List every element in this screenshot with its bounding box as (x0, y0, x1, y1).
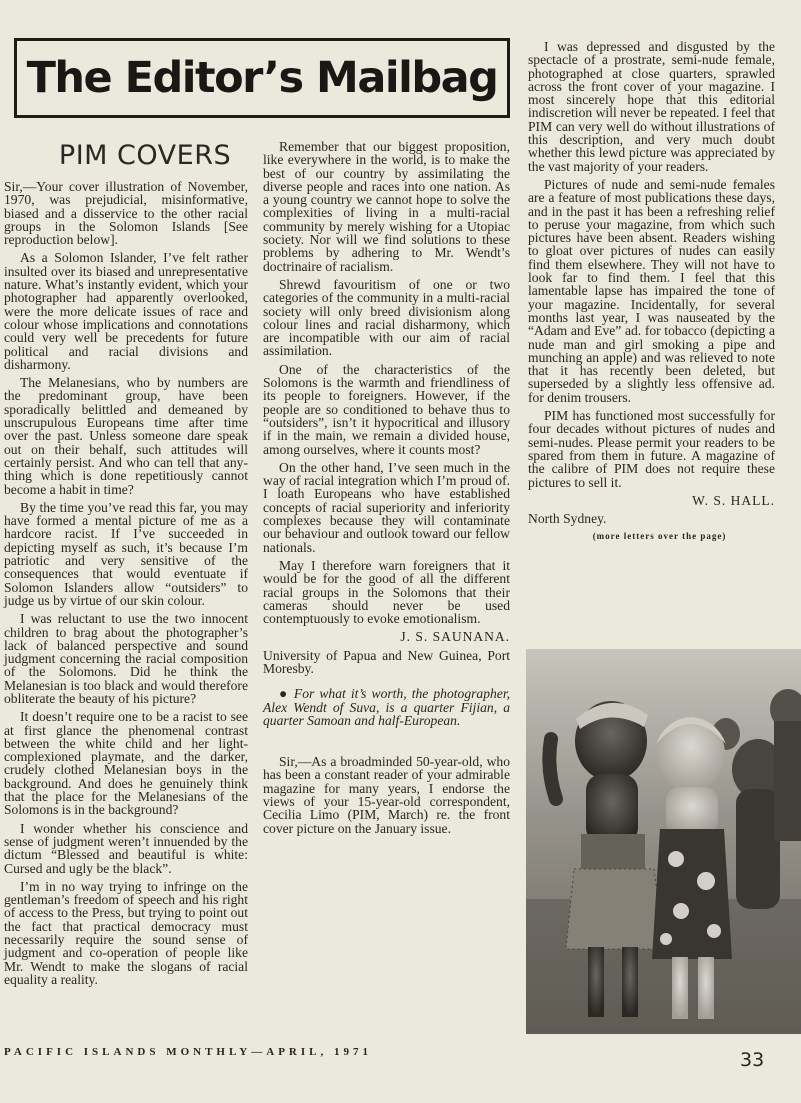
letter-paragraph: I was depressed and disgusted by the spectacle of a prostrate, semi-nude female, photographed at close quarters, sprawled across the front cover of your magazine. I most sincerely hope that this editorial indiscretion will never be repeated. I feel that PIM can very well do without illustrations of this description, and very much doubt whether this lewd picture was appreciated by the vast majority of your readers. (528, 39, 775, 174)
letter-address: University of Papua and New Guinea, Port Moresby. (263, 647, 510, 676)
letter-paragraph: Shrewd favouritism of one or two categories of the community in a multi-racial society will only breed divisionism along colour lines and racial disharmony, which are incompatible with our aim of racial assimilation. (263, 276, 510, 359)
column-2 (263, 140, 510, 840)
editor-note-text: For what it’s worth, the photographer, Alex Wendt of Suva, is a quarter Fijian, a quarter Samoan and half-European. (263, 686, 511, 728)
letter-paragraph: Sir,—Your cover illustration of November, 1970, was prejudicial, misinformative, biased and a disservice to the other racial groups in the Solomon Islands [See reproduction below]. (4, 179, 248, 248)
letter-paragraph: Sir,—As a broadminded 50-year-old, who has been a constant reader of your admirable magazine for many years, I endorse the views of your 15-year-old correspondent, Cecilia Limo (PIM, March) re. the front cover picture on the January issue. (263, 754, 510, 836)
letter-paragraph: As a Solomon Islander, I’ve felt rather insulted over its biased and unrepresentative nature. What’s instantly evident, which your photographer had apparently overlooked, were the more delicate issues of race and colour whose implications and connotations could very well be precedents for future political and racial divisions and disharmony. (4, 250, 248, 372)
letter-paragraph: I wonder whether his conscience and sense of judgment weren’t innuended by the dictum “Blessed and beautiful is white: Cursed and ugly be the black”. (4, 820, 248, 876)
page-number: 33 (740, 1049, 765, 1071)
column-3 (528, 40, 775, 549)
letter-signature: J. S. SAUNANA. (400, 629, 510, 645)
cover-photo-image (526, 649, 801, 1034)
column-1 (4, 180, 248, 991)
letter-paragraph: May I therefore warn foreigners that it would be for the good of all the different racial groups in the Solomons that their cameras should never be used contemptuously to evoke emotionalism. (263, 557, 510, 627)
mailbag-title-box (14, 38, 510, 118)
letter-paragraph: One of the characteristics of the Solomons is the warmth and friendliness of its people to foreigners. However, if the people are so conditioned to behave thus to “outsiders”, isn’t it hypocritical and illusory if in the main, we remain a divided house, among ourselves, where it counts most? (263, 361, 510, 457)
publication-footer: PACIFIC ISLANDS MONTHLY—APRIL, 1971 (4, 1046, 372, 1058)
cover-photo (526, 649, 801, 1034)
letter-paragraph: I’m in no way trying to infringe on the gentleman’s freedom of speech and his right of access to the Press, but trying to point out the fact that practical democracy must necessarily require the sound sense of judgment and co-operation of people like Mr. Wendt to make the slogans of racial equality a reality. (4, 878, 248, 987)
letter-paragraph: It doesn’t require one to be a racist to see at first glance the phenomenal contrast between the white child and her light-complexioned playmate, and the darker, crudely clothed Melanesian boys in the background. And does he genuinely think that the place for the Melanesians of the Solomons is in the background? (4, 709, 248, 818)
editor-note (263, 687, 510, 727)
letter-address: North Sydney. (528, 511, 607, 527)
letter-paragraph: The Melanesians, who by numbers are the predominant group, have been sporadically belittled and demeaned by unscrupulous Europeans time after time over the past. Unless someone dare speak out on their behalf, such attitudes will certainly persist. And who can tell that anything which is done repetitiously cannot become a habit in time? (4, 375, 248, 497)
letter-paragraph: PIM has functioned most successfully for four decades without pictures of nudes and semi-nudes. Please permit your readers to be spared from them in future. A magazine of the calibre of PIM does not require these pictures to sell it. (528, 408, 775, 490)
section-heading: PIM COVERS (58, 140, 232, 171)
letter-paragraph: Remember that our biggest proposition, like everywhere in the world, is to make the best of our country by assimilating the diverse people and races into one nation. As a young country we cannot hope to solve the complexities of living in a multi-racial community by merely wishing for a Utopiac society. Nor will we find solutions to these problems by adhering to Mr. Wendt’s doctrinaire of racialism. (263, 139, 510, 274)
letter-paragraph: I was reluctant to use the two innocent children to brag about the photographer’s lack of balanced perspective and sound judgment concerning the racial composition of the Solomons. Did he think the Melanesian is too black and would therefore obliterate the beauty of his picture? (4, 611, 248, 706)
bullet-icon: ● (279, 686, 294, 702)
letter-paragraph: By the time you’ve read this far, you may have formed a mental picture of me as a hardcore racist. If I’ve succeeded in depicting myself as such, it’s because I’m patriotic and very sensitive of the consequences that would eventuate if Solomon Islanders allow “outsiders” to judge us by virtue of our skin colour. (4, 499, 248, 608)
page-title: The Editor’s Mailbag (26, 53, 498, 103)
more-letters-note: (more letters over the page) (592, 531, 727, 542)
letter-paragraph: Pictures of nude and semi-nude females are a feature of most publications these days, and in the past it has been a refreshing relief to peruse your magazine, from which such pictures have been absent. Readers wishing to gloat over pictures of nudes can easily find them elsewhere. They will not have to look far to find them. I feel that this lamentable lapse has impaired the tone of your magazine. Incidentally, for several months last year, I was nauseated by the “Adam and Eve” ad. for tobacco (depicting a nude man and girl smoking a pipe and munching an apple) and was relieved to note that it has recently been deleted, but superseded by a slightly less offensive ad. for denim trousers. (528, 176, 775, 405)
letter-signature: W. S. HALL. (692, 492, 775, 508)
letter-paragraph: On the other hand, I’ve seen much in the way of racial integration which I’m proud of. I loath Europeans who have established concepts of racial superiority and inferiority complexes because they will contaminate our behaviour and outlook toward our fellow nationals. (263, 459, 510, 555)
